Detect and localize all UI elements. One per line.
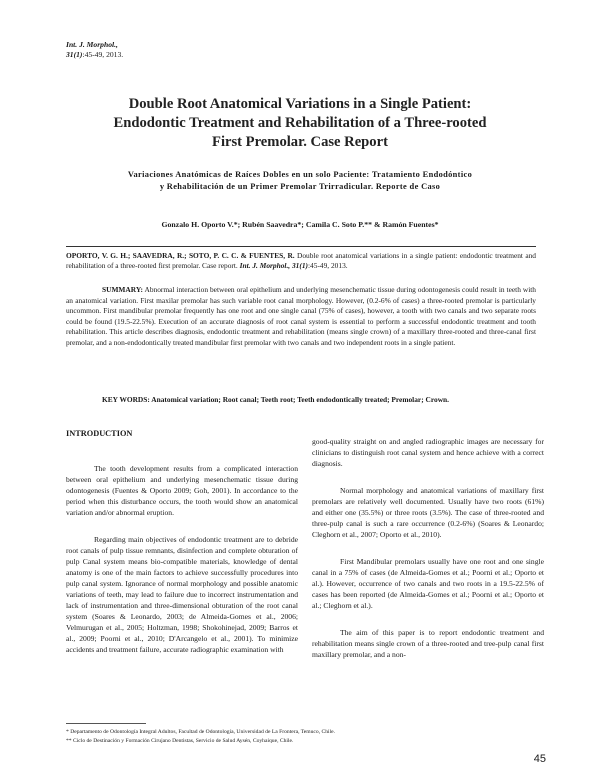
header-divider [66, 246, 536, 247]
paragraph: Normal morphology and anatomical variations of maxillary first premolars are relatively well documented. Usually have two roots (61%) and either one (35.5%) or three roots (3.5%). The case of three-rooted and three-pulp canal is such a rare occurrence (0.2-6%) (Soares & Leonardo; Cleghorn et al., 2007; Oporto et al., 2010). [312, 486, 544, 539]
right-column [312, 436, 544, 676]
footnote: * Departamento de Odontología Integral Adultos, Facultad de Odontología, Universidad de La Frontera, Temuco, Chile. [66, 729, 336, 735]
author-list: Gonzalo H. Oporto V.*; Rubén Saavedra*; Camila C. Soto P.** & Ramón Fuentes* [161, 220, 439, 229]
journal-volume-line [66, 50, 123, 60]
page-number: 45 [533, 753, 546, 765]
journal-pages: :45-49, 2013. [82, 50, 124, 59]
spanish-title-line-2: y Rehabilitación de un Primer Premolar Trirradicular. Reporte de Caso [159, 182, 441, 191]
citation-authors: OPORTO, V. G. H.; SAAVEDRA, R.; SOTO, P. C. C. & FUENTES, R. [66, 251, 295, 260]
section-heading: INTRODUCTION [66, 429, 133, 438]
article-title [60, 95, 540, 152]
citation-text: Double root anatomical variations in a single patient: endodontic treatment and rehabilitation of a three-rooted first premolar. Case report. [66, 251, 536, 271]
footnote: ** Ciclo de Destinación y Formación Cirujano Dentistas, Servicio de Salud Aysén, Coyhaique, Chile. [66, 738, 294, 744]
summary-label: SUMMARY: [102, 285, 143, 294]
footnote-divider [66, 723, 146, 724]
journal-name: Int. J. Morphol., [66, 40, 118, 49]
paragraph: First Mandibular premolars usually have one root and one single canal in a 75% of cases (de Almeida-Gomes et al.; Poorni et al.; Oporto et al.). However, occurrence of two canals and two roots in a 19.5-22.5% of cases has been reported (de Almeida-Gomes et al.; Poorni et al.; Oporto et al.; Cleghorn et al.). [312, 557, 544, 610]
citation-block [66, 251, 536, 272]
citation-journal: Int. J. Morphol., 31(1) [239, 261, 308, 271]
paragraph: The tooth development results from a complicated interaction between oral epithelium and underlying mesenchematic tissue during odontogenesis (Fuentes & Oporto 2009; Goh, 2001). In accordance to the period when this disturbance occurs, the tooth would show an anatomical variation and/or abnormal eruption. [66, 464, 298, 517]
paragraph: Regarding main objectives of endodontic treatment are to debride root canals of pulp tissue remnants, disinfection and complete obturation of pulp Canal system means bio-compatible materials, knowledge of dental anatomy is one of the main factors to achieve successfully procedures into pulp canal system. Ignorance of normal morphology and possible anatomic variations of teeth, may lead to failure due to incorrect instrumentation and lack of instrumentation and three-dimensional obturation of the root canal system (Soares & Leonardo, 2003; de Almeida-Gomes et al., 2006; Velmurugan et al., 2005; Holtzman, 1998; Shokohinejad, 2009; Barros et al., 2009; Poorni et al., 2010; D'Arcangelo et al., 2001). To minimize accidents and treatment failure, accurate radiographic examination with [66, 535, 298, 654]
paragraph: The aim of this paper is to report endodontic treatment and rehabilitation means single crown of a three-rooted and tree-pulp canal first maxillary premolar, and a non- [312, 628, 544, 659]
abstract [66, 285, 536, 349]
citation-pages: :45-49, 2013. [308, 261, 348, 271]
summary-text: Abnormal interaction between oral epithelium and underlying mesenchematic tissue during odontogenesis could result in teeth with an anatomical variation. First maxilar premolar has such variable root canal morphology. However, (0.2-6% of cases) a three-rooted premolar is particularly uncommon. First mandibular premolar frequently has one root and one single canal (75% of cases), however, a tooth with two canals and two separate roots could be found (19.5-22.5%). Execution of an accurate diagnosis of root canal system is essential to perform a successful endodontic treatment and tooth rehabilitation. This article describes diagnosis, endodontic treatment and rehabilitation (means single crown) of a maxillary three-rooted and three-canal first premolar, and a non-endodontically treated mandibular first premolar with two canals and two independent roots in a single patient. [66, 285, 536, 347]
title-line-1: Double Root Anatomical Variations in a Single Patient: [128, 96, 472, 112]
journal-volume: 31(1) [66, 50, 83, 59]
spanish-title [60, 169, 540, 193]
keywords: KEY WORDS: Anatomical variation; Root canal; Teeth root; Teeth endodontically treated; Premolar; Crown. [102, 395, 449, 404]
journal-reference [66, 40, 123, 60]
title-line-3: First Premolar. Case Report [212, 134, 388, 150]
spanish-title-line-1: Variaciones Anatómicas de Raíces Dobles en un solo Paciente: Tratamiento Endodóntico [127, 170, 473, 179]
footnotes [66, 728, 536, 746]
title-line-2: Endodontic Treatment and Rehabilitation of a Three-rooted [113, 115, 487, 131]
left-column [66, 463, 298, 671]
paragraph: good-quality straight on and angled radiographic images are necessary for clinicians to distinguish root canal system and hence achieve with a correct diagnosis. [312, 437, 544, 468]
